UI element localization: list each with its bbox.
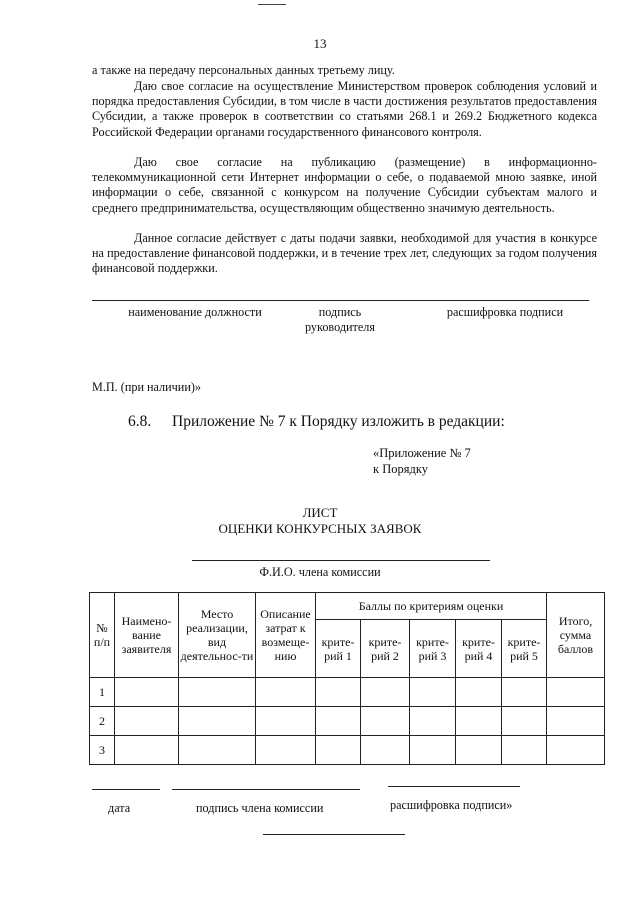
decode-rule [388, 786, 520, 787]
amendment-item [128, 413, 505, 431]
table-cell[interactable] [256, 736, 316, 765]
date-rule [92, 789, 160, 790]
evaluation-table [89, 592, 605, 765]
table-cell[interactable] [547, 736, 605, 765]
fio-rule [192, 560, 490, 561]
header-criterion-3: крите-рий 3 [410, 620, 456, 678]
table-cell[interactable] [410, 707, 456, 736]
table-cell[interactable] [456, 678, 502, 707]
paragraph-1: а также на передачу персональных данных третьему лицу. [92, 63, 395, 77]
table-cell[interactable] [179, 736, 256, 765]
table-cell[interactable] [547, 678, 605, 707]
signature-label: подпись руководителя [305, 305, 375, 334]
stamp-note: М.П. (при наличии)» [92, 380, 201, 394]
header-criterion-2: крите-рий 2 [361, 620, 410, 678]
table-cell[interactable] [256, 707, 316, 736]
header-criterion-4: крите-рий 4 [456, 620, 502, 678]
table-cell[interactable] [547, 707, 605, 736]
signature-rule [92, 300, 589, 301]
table-cell[interactable] [502, 678, 547, 707]
title-line-1: ЛИСТ [302, 505, 338, 520]
header-place: Место реализации, вид деятельнос-ти [179, 593, 256, 678]
paragraph-4: Данное согласие действует с даты подачи заявки, необходимой для участия в конкурсе на предоставление финансовой поддержки, и в течение трех лет, следующих за годом получения финансовой поддержки. [92, 231, 597, 276]
table-cell[interactable] [456, 736, 502, 765]
decode-label-footer: расшифровка подписи» [390, 798, 513, 812]
table-cell[interactable] [115, 678, 179, 707]
header-total: Итого, сумма баллов [547, 593, 605, 678]
table-row [90, 707, 605, 736]
table-cell[interactable] [410, 678, 456, 707]
page-number: 13 [313, 36, 327, 51]
appendix-line-1: «Приложение № 7 [373, 446, 471, 460]
table-cell[interactable] [502, 707, 547, 736]
table-cell[interactable] [456, 707, 502, 736]
title-line-2: ОЦЕНКИ КОНКУРСНЫХ ЗАЯВОК [218, 521, 422, 536]
table-cell[interactable] [316, 736, 361, 765]
member-sign-label: подпись члена комиссии [196, 801, 324, 815]
paragraph-3: Даю свое согласие на публикацию (размещение) в информационно-телекоммуникационной сети Интернет информации о себе, о подаваемой мною заявке, иной информации о себе, связанной с конкурсом на получение Субсидии субъектам малого и среднего предпринимательства, осуществляющим общественно значимую деятельность. [92, 155, 597, 215]
row-number: 2 [90, 707, 115, 736]
appendix-line-2: к Порядку [373, 462, 428, 476]
header-costs: Описание затрат к возмеще-нию [256, 593, 316, 678]
header-criterion-5: крите-рий 5 [502, 620, 547, 678]
fio-label: Ф.И.О. члена комиссии [259, 565, 381, 579]
header-scores: Баллы по критериям оценки [316, 593, 547, 620]
decode-label: расшифровка подписи [446, 305, 564, 319]
table-cell[interactable] [316, 678, 361, 707]
date-label: дата [108, 801, 131, 815]
item-text: Приложение № 7 к Порядку изложить в редакции: [172, 413, 505, 430]
table-row [90, 736, 605, 765]
table-cell[interactable] [361, 707, 410, 736]
header-num: № п/п [90, 593, 115, 678]
table-cell[interactable] [316, 707, 361, 736]
paragraph-2: Даю свое согласие на осуществление Министерством проверок соблюдения условий и порядка предоставления Субсидии, в том числе в части достижения результатов предоставления Субсидии, а также проверок в соответствии со статьями 268.1 и 269.2 Бюджетного кодекса Российской Федерации органами государственного финансового контроля. [92, 79, 597, 139]
top-rule [258, 4, 286, 5]
item-number: 6.8. [128, 413, 152, 430]
table-cell[interactable] [502, 736, 547, 765]
table-cell[interactable] [361, 678, 410, 707]
table-row [90, 678, 605, 707]
header-criterion-1: крите-рий 1 [316, 620, 361, 678]
table-cell[interactable] [410, 736, 456, 765]
table-cell[interactable] [256, 678, 316, 707]
table-cell[interactable] [361, 736, 410, 765]
table-cell[interactable] [179, 678, 256, 707]
appendix-reference [373, 445, 471, 477]
table-cell[interactable] [115, 736, 179, 765]
member-sign-rule [172, 789, 360, 790]
row-number: 1 [90, 678, 115, 707]
table-cell[interactable] [115, 707, 179, 736]
table-cell[interactable] [179, 707, 256, 736]
header-applicant: Наимено-вание заявителя [115, 593, 179, 678]
position-label: наименование должности [128, 305, 262, 319]
closing-rule [263, 834, 405, 835]
row-number: 3 [90, 736, 115, 765]
